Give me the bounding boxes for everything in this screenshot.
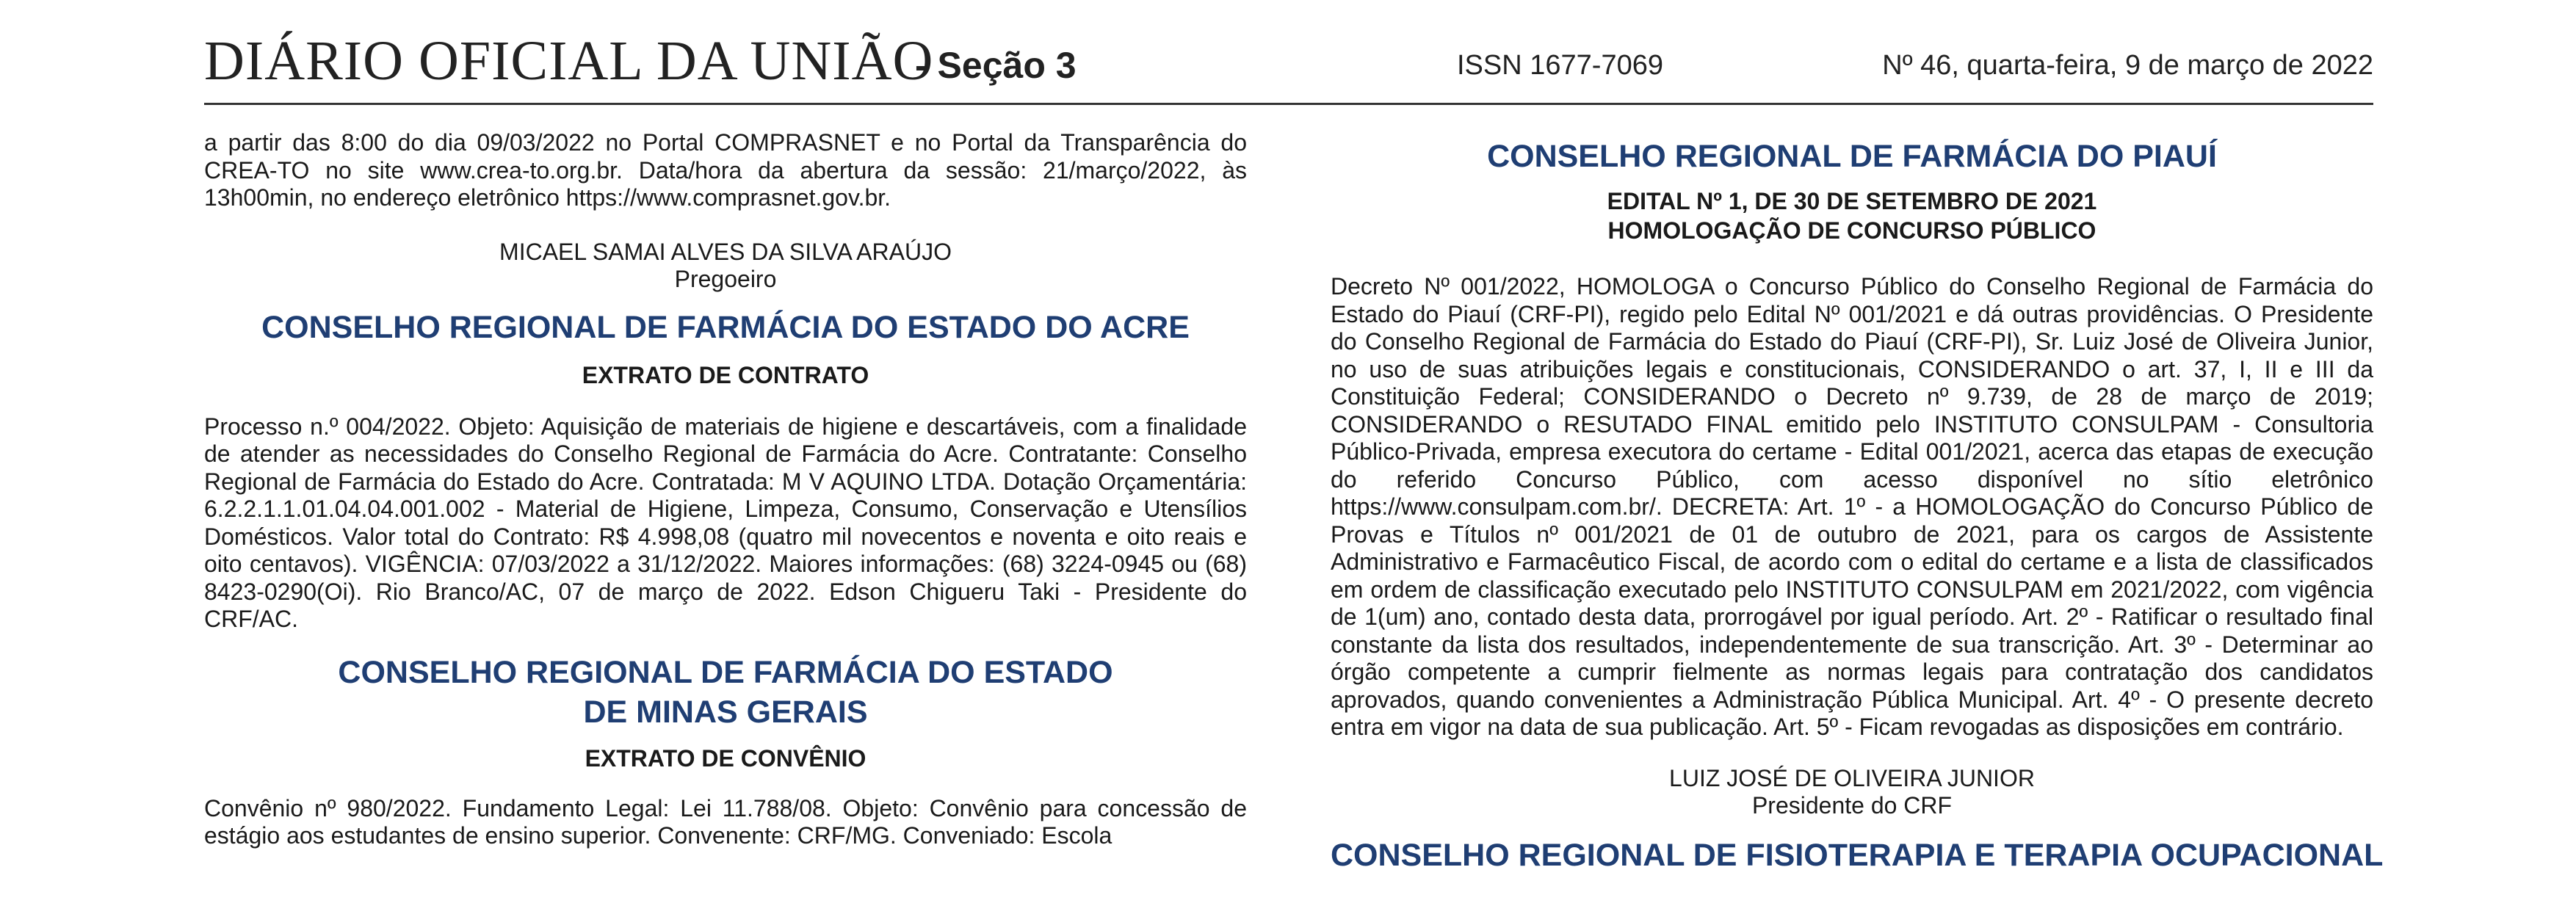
- signer-role: Presidente do CRF: [1751, 791, 1953, 819]
- signer-name: LUIZ JOSÉ DE OLIVEIRA JUNIOR: [1669, 764, 2035, 791]
- intro-paragraph: a partir das 8:00 do dia 09/03/2022 no Portal COMPRASNET e no Portal da Transparência do CREA-TO no site www.crea-to.org.br. Data/hora da abertura da sessão: 21/março/2022, às 13h00min, no endereço eletrônico https://www.comprasnet.gov.br.: [204, 129, 1247, 211]
- section-label: - Seção 3: [915, 45, 1077, 86]
- signer-name: MICAEL SAMAI ALVES DA SILVA ARAÚJO: [499, 238, 952, 265]
- signature-block: [1331, 765, 2373, 819]
- section-subtitle-line1: EDITAL Nº 1, DE 30 DE SETEMBRO DE 2021: [1607, 188, 2097, 214]
- edition-info: Nº 46, quarta-feira, 9 de março de 2022: [1882, 50, 2373, 81]
- section-acre: [204, 308, 1247, 634]
- signer-role: Pregoeiro: [674, 265, 777, 292]
- section-subtitle-line2: HOMOLOGAÇÃO DE CONCURSO PÚBLICO: [1607, 217, 2096, 244]
- section-text: Convênio nº 980/2022. Fundamento Legal: Lei 11.788/08. Objeto: Convênio para concessão de estágio aos estudantes de ensino superior. Convenente: CRF/MG. Conveniado: Escola: [204, 794, 1247, 849]
- section-subtitle: EXTRATO DE CONVÊNIO: [585, 744, 866, 772]
- section-text: Processo n.º 004/2022. Objeto: Aquisição de materiais de higiene e descartáveis, com a finalidade de atender as necessidades do Conselho Regional de Farmácia do Acre. Contratante: Conselho Regional de Farmácia do Estado do Acre. Contratada: M V AQUINO LTDA. Dotação Orçamentária: 6.2.2.1.1.01.04.04.001.002 - Material de Higiene, Limpeza, Consumo, Conservação e Utensílios Domésticos. Valor total do Contrato: R$ 4.998,08 (quatro mil novecentos e noventa e oito reais e oito centavos). VIGÊNCIA: 07/03/2022 a 31/12/2022. Maiores informações: (68) 3224-0945 ou (68) 8423-0290(Oi). Rio Branco/AC, 07 de março de 2022. Edson Chigueru Taki - Presidente do CRF/AC.: [204, 413, 1247, 632]
- right-column: [1331, 129, 2384, 875]
- document-page: [204, 0, 2384, 914]
- section-text: Decreto Nº 001/2022, HOMOLOGA o Concurso Público do Conselho Regional de Farmácia do Estado do Piauí (CRF-PI), regido pelo Edital Nº 001/2021 e dá outras providências. O Presidente do Conselho Regional de Farmácia do Estado do Piauí (CRF-PI), Sr. Luiz José de Oliveira Junior, no uso de suas atribuições legais e constitucionais, CONSIDERANDO o art. 37, I, II e III da Constituição Federal; CONSIDERANDO o Decreto nº 9.739, de 28 de março de 2019; CONSIDERANDO o RESUTADO FINAL emitido pelo INSTITUTO CONSULPAM - Consultoria Público-Privada, empresa executora do certame - Edital 001/2021, acerca das etapas de execução do referido Concurso Público, com acesso disponível no sítio eletrônico https://www.consulpam.com.br/. DECRETA: Art. 1º - a HOMOLOGAÇÃO do Concurso Público de Provas e Títulos nº 001/2021 de 01 de outubro de 2021, para os cargos de Assistente Administrativo e Farmacêutico Fiscal, de acordo com o edital do certame e a lista de classificados em ordem de classificação executado pelo INSTITUTO CONSULPAM em 2021/2022, com vigência de 1(um) ano, contado desta data, prorrogável por igual período. Art. 2º - Ratificar o resultado final constante da lista dos resultados, independentemente de sua transcrição. Art. 3º - Determinar ao órgão competente a cumprir fielmente as normas legais para contratação dos candidatos aprovados, quando convenientes a Administração Pública Municipal. Art. 4º - O presente decreto entra em vigor na data de sua publicação. Art. 5º - Ficam revogadas as disposições em contrário.: [1331, 273, 2373, 740]
- section-title-line1: CONSELHO REGIONAL DE FARMÁCIA DO ESTADO: [338, 654, 1113, 690]
- next-section-title: CONSELHO REGIONAL DE FISIOTERAPIA E TERAPIA OCUPACIONAL: [1331, 837, 2384, 873]
- masthead-title: DIÁRIO OFICIAL DA UNIÃO: [204, 30, 934, 92]
- left-column: [204, 129, 1247, 850]
- section-title: CONSELHO REGIONAL DE FARMÁCIA DO PIAUÍ: [1487, 139, 2217, 174]
- section-title-line2: DE MINAS GERAIS: [583, 694, 868, 730]
- signature-block: [204, 239, 1247, 293]
- section-title: CONSELHO REGIONAL DE FARMÁCIA DO ESTADO DO ACRE: [261, 309, 1190, 345]
- page-header: [204, 22, 2373, 105]
- section-piaui: [1331, 137, 2373, 819]
- section-minas-gerais: [204, 653, 1247, 850]
- issn-label: ISSN 1677-7069: [1457, 50, 1663, 81]
- section-subtitle: EXTRATO DE CONTRATO: [582, 361, 869, 388]
